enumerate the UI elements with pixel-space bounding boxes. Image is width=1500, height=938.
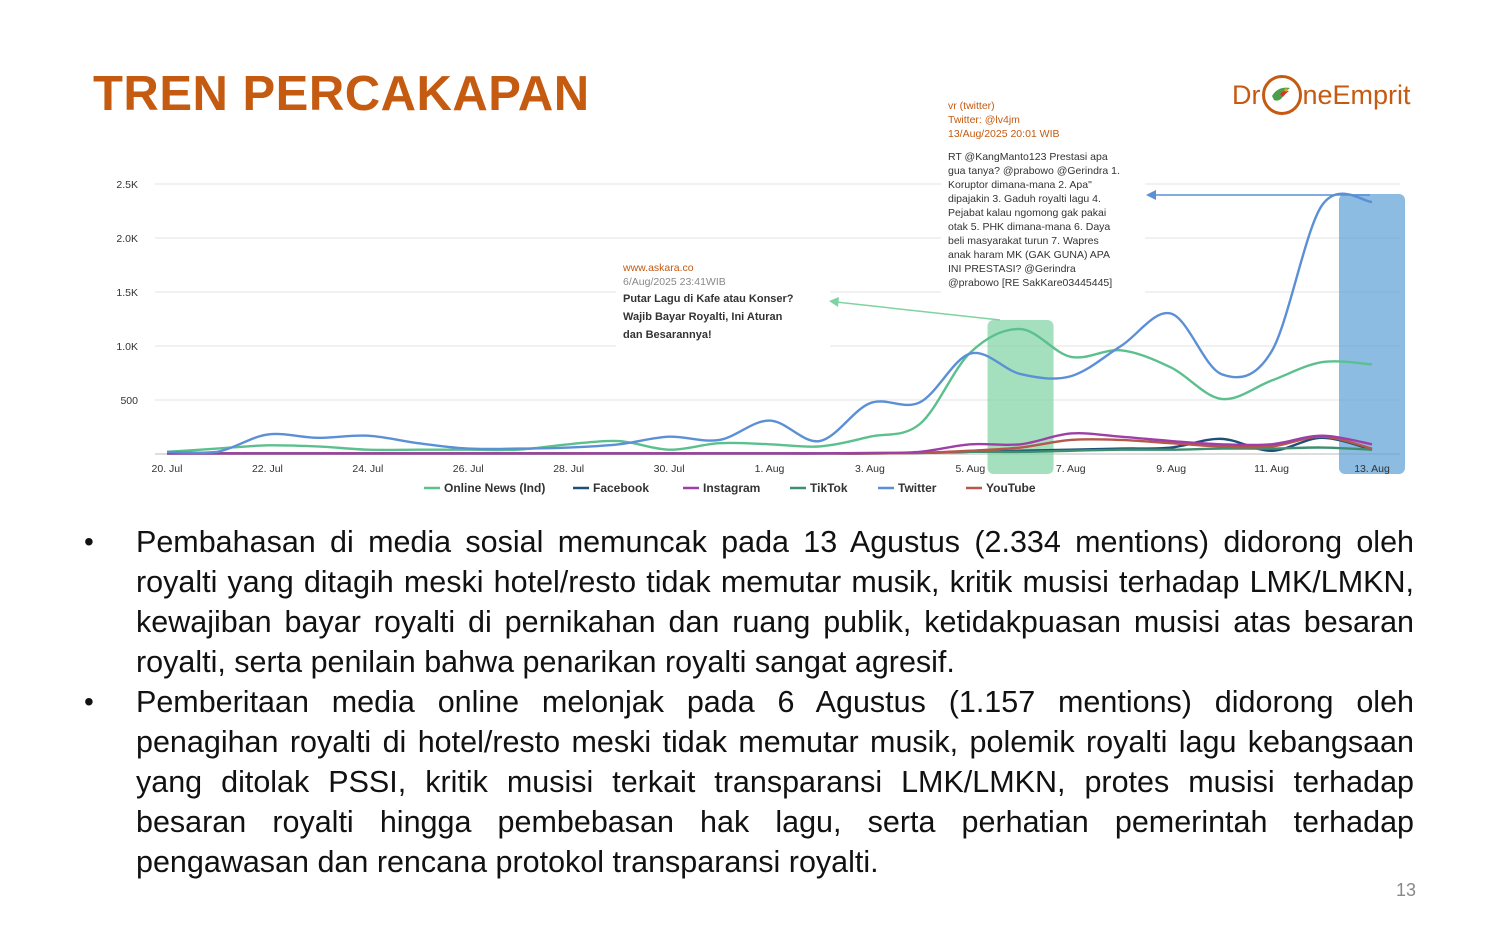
legend-label-tiktok: TikTok: [810, 481, 848, 495]
news-annotation-arrow: [836, 302, 1000, 320]
twitter-annotation-source: vr (twitter): [948, 100, 995, 112]
bullet-list: [78, 522, 1414, 882]
twitter-arrow-head-icon: [1146, 190, 1156, 200]
news-annotation-line: dan Besarannya!: [623, 329, 712, 341]
x-tick-label: 11. Aug: [1254, 463, 1290, 475]
twitter-annotation-handle: Twitter: @lv4jm: [948, 114, 1020, 126]
twitter-annotation-line: beli masyarakat turun 7. Wapres: [948, 235, 1099, 247]
highlight-band: [1339, 194, 1405, 474]
twitter-annotation-line: otak 5. PHK dimana-mana 6. Daya: [948, 221, 1111, 233]
legend-label-instagram: Instagram: [703, 481, 761, 495]
legend-label-facebook: Facebook: [593, 481, 650, 495]
legend-label-youtube: YouTube: [986, 481, 1036, 495]
x-tick-label: 22. Jul: [251, 463, 283, 475]
twitter-annotation-line: RT @KangManto123 Prestasi apa: [948, 151, 1108, 163]
logo-text-pre: Dr: [1232, 79, 1261, 110]
y-tick-label: 1.0K: [116, 341, 138, 353]
bullet-text: Pemberitaan media online melonjak pada 6 Agustus (1.157 mentions) didorong oleh penagihan royalti di hotel/resto meski tidak memutar musik, polemik royalti lagu kebangsaan yang ditolak PSSI, kritik musisi terkait transparansi LMK/LMKN, protes musisi terhadap besaran royalti hingga pembebasan hak lagu, serta perhatian pemerintah terhadap pengawasan dan rencana protokol transparansi royalti.: [136, 685, 1414, 879]
bullet-dot: •: [84, 526, 94, 557]
news-arrow-head-icon: [829, 297, 839, 307]
twitter-annotation-line: @prabowo [RE SakKare03445445]: [948, 277, 1113, 289]
x-tick-label: 13. Aug: [1354, 463, 1390, 475]
news-annotation-time: 6/Aug/2025 23:41WIB: [623, 276, 726, 288]
logo-text-post: neEmprit: [1302, 79, 1411, 110]
x-tick-label: 7. Aug: [1055, 463, 1086, 475]
news-annotation-line: Wajib Bayar Royalti, Ini Aturan: [623, 311, 783, 323]
y-tick-label: 1.5K: [116, 287, 138, 299]
chart-legend: [0, 479, 1500, 499]
twitter-annotation-time: 13/Aug/2025 20:01 WIB: [948, 128, 1060, 140]
x-tick-label: 9. Aug: [1156, 463, 1187, 475]
bullet-text: Pembahasan di media sosial memuncak pada 13 Agustus (2.334 mentions) didorong oleh royalti yang ditagih meski hotel/resto tidak memutar musik, kritik musisi terhadap LMK/LMKN, kewajiban bayar royalti di pernikahan dan ruang publik, ketidakpuasan musisi atas besaran royalti, serta penilain bahwa penarikan royalti sangat agresif.: [136, 525, 1414, 679]
series-line-online-news-ind: [167, 329, 1372, 452]
twitter-annotation-line: dipajakin 3. Gaduh royalti lagu 4.: [948, 193, 1101, 205]
twitter-annotation-line: gua tanya? @prabowo @Gerindra 1.: [948, 165, 1120, 177]
twitter-annotation-line: Pejabat kalau ngomong gak pakai: [948, 207, 1107, 219]
legend-label-online-news-ind: Online News (Ind): [444, 481, 546, 495]
legend-label-twitter: Twitter: [898, 481, 937, 495]
news-annotation-line: Putar Lagu di Kafe atau Konser?: [623, 293, 794, 305]
chart-legend-svg: [0, 479, 1500, 499]
bullet-dot: •: [84, 686, 94, 717]
page-number: 13: [1396, 880, 1417, 900]
y-tick-label: 500: [120, 395, 138, 407]
twitter-annotation-line: INI PRESTASI? @Gerindra: [948, 263, 1076, 275]
x-tick-label: 20. Jul: [151, 463, 183, 475]
y-tick-label: 2.5K: [116, 179, 138, 191]
bullet-item: [78, 682, 1414, 882]
twitter-annotation-line: anak haram MK (GAK GUNA) APA: [948, 249, 1111, 261]
x-tick-label: 30. Jul: [653, 463, 685, 475]
news-annotation-source: www.askara.co: [623, 262, 694, 274]
x-tick-label: 26. Jul: [452, 463, 484, 475]
x-tick-label: 24. Jul: [352, 463, 384, 475]
bullet-item: [78, 522, 1414, 682]
slide-title: TREN PERCAKAPAN: [93, 67, 590, 121]
twitter-annotation-line: Koruptor dimana-mana 2. Apa": [948, 179, 1092, 191]
x-tick-label: 3. Aug: [855, 463, 885, 475]
x-tick-label: 5. Aug: [955, 463, 986, 475]
x-tick-label: 1. Aug: [754, 463, 785, 475]
x-tick-label: 28. Jul: [553, 463, 585, 475]
y-tick-label: 2.0K: [116, 233, 138, 245]
